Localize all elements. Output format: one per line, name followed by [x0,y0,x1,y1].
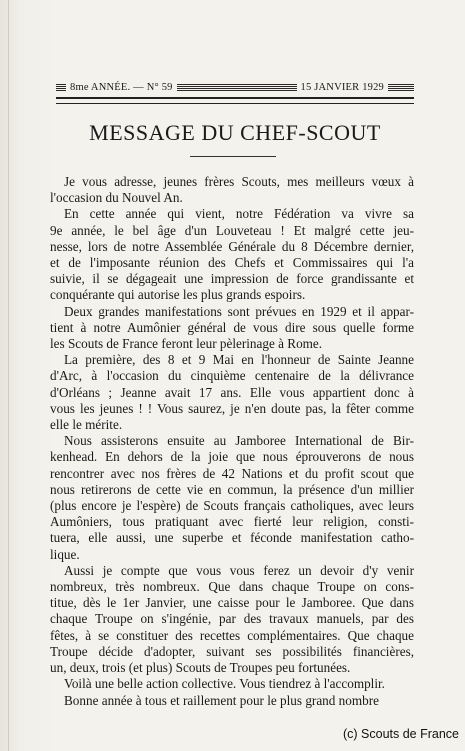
text-line: suivie, il se dégageait une impression de force grandissante et [50,271,414,287]
text-line: 9e année, le bel âge d'un Louveteau ! Et malgré cette jeu- [50,222,414,238]
header-number: N° 59 [146,81,173,93]
header-rule-right [388,84,414,91]
paragraph [50,174,414,206]
header-separator: — [130,81,147,93]
text-line: Aumôniers, tous pratiquant avec fierté leur religion, consti- [50,514,414,530]
text-line: les Scouts de France feront leur pèlerinage à Rome. [50,336,323,352]
text-line: nesse, lors de notre Assemblée Générale du 8 Décembre dernier, [50,238,414,254]
page-edge [8,0,9,751]
header-double-rule [56,97,414,104]
paragraph [50,676,414,692]
header-rule-middle [177,84,297,91]
paragraph [50,352,414,433]
paragraph [50,693,414,709]
header-row [56,80,414,94]
text-line: fêtes, à se constituer des recettes complémentaires. Que chaque [50,627,414,643]
text-line: elle le mérite. [50,417,123,433]
text-line: Je vous adresse, jeunes frères Scouts, mes meilleurs vœux à [64,174,414,189]
text-line: d'Orléans ; Jeanne avait 17 ans. Elle vous appartient donc à [50,384,414,400]
text-line: un, deux, trois (et plus) Scouts de Troupes peu fortunées. [50,660,351,676]
text-line: d'Arc, à l'occasion du cinquième centenaire de la délivrance [50,368,414,384]
text-line: Voilà une belle action collective. Vous tiendrez à l'accomplir. [64,676,385,692]
text-line: Nous assisterons ensuite au Jamboree International de Bir- [64,433,414,449]
text-line: nombreux, très nombreux. Que dans chaque Troupe on cons- [50,579,414,595]
text-line: rencontrer avec nos frères de 42 Nations et du profit scout que [50,465,414,481]
text-line: Troupe décide d'adopter, suivant ses possibilités financières, [50,643,414,659]
running-header [56,80,414,104]
text-line: Aussi je compte que vous vous ferez un devoir d'y venir [64,562,414,578]
title-underline [190,156,276,157]
text-line: lique. [50,546,80,562]
text-line: En cette année qui vient, notre Fédération va vivre sa [64,206,414,222]
text-line: Bonne année à tous et raillement pour le plus grand nombre [64,692,379,708]
text-line: La première, des 8 et 9 Mai en l'honneur de Sainte Jeanne [64,352,414,368]
header-edition: 8me ANNÉE. [70,81,131,93]
text-line: l'occasion du Nouvel An. [50,190,183,206]
text-line: Deux grandes manifestations sont prévues en 1929 et il appar- [64,303,414,319]
header-date: 15 JANVIER 1929 [300,81,384,93]
text-line: vous les jeunes ! ! Vous saurez, je n'en doute pas, la fêter comme [50,400,414,416]
article-body [50,174,414,709]
header-rule-left [56,84,66,91]
text-line: kenhead. En dehors de la joie que nous éprouverons de nous [50,449,414,465]
copyright-watermark: (c) Scouts de France [342,727,459,741]
page-title: MESSAGE DU CHEF-SCOUT [89,120,381,145]
text-line: conquérante qui autorise les plus grands espoirs. [50,287,306,303]
text-line: tuera, elle aussi, une superbe et féconde manifestation catho- [50,530,414,546]
text-line: chaque Troupe on s'ingénie, par des travaux manuels, par des [50,611,414,627]
text-line: et de l'imposante réunion des Chefs et Commissaires qui l'a [50,255,414,271]
text-line: (plus encore je l'espère) de Scouts français catholiques, avec leurs [50,498,414,514]
text-line: tient à notre Aumônier général de vous dire sous quelle forme [50,319,414,335]
paragraph [50,206,414,303]
text-line: titue, dès le 1er Janvier, une caisse pour le Jamboree. Que dans [50,595,414,611]
text-line: nous retirerons de cette vie en commun, la présence d'un millier [50,481,414,497]
paragraph [50,563,414,676]
paragraph [50,304,414,353]
paragraph [50,433,414,563]
